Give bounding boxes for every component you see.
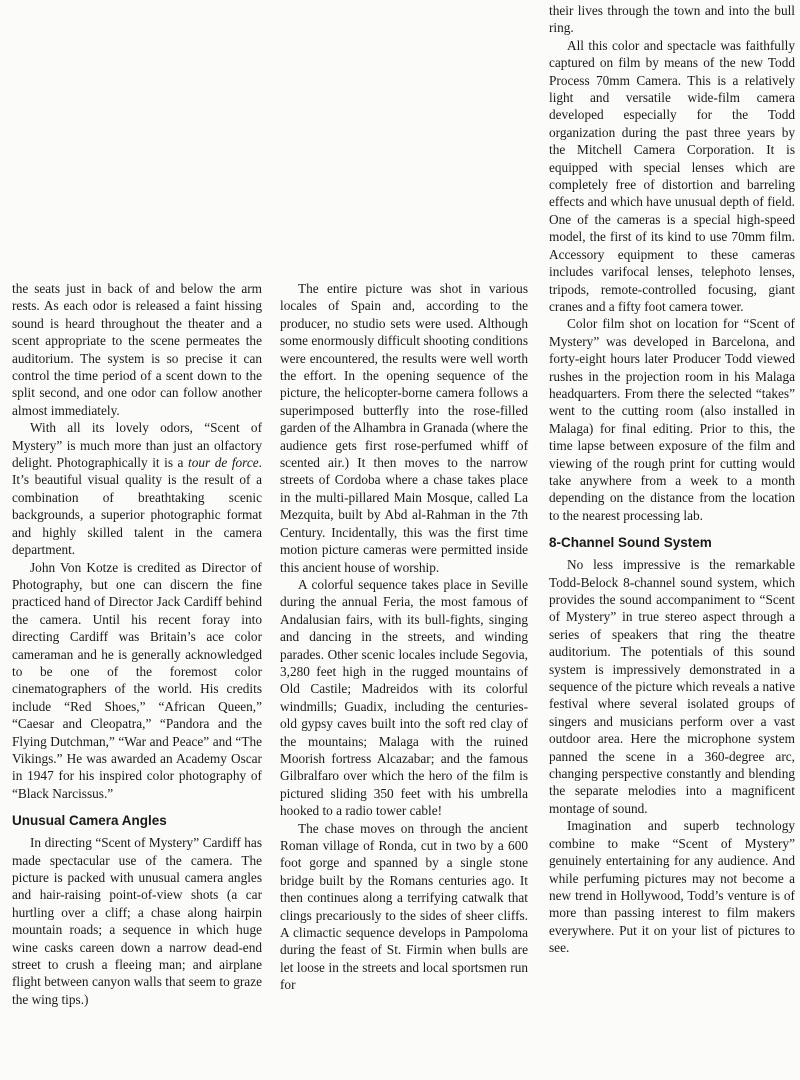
column-2 (280, 280, 528, 994)
paragraph: In directing “Scent of Mystery” Cardiff has made spectacular use of the camera. The picture is packed with unusual camera angles and hair-raising point-of-view shots (a car hurtling over a cliff; a chase along hairpin mountain roads; a sequence in which huge wine casks careen down a narrow dead-end street to crush a fleeing man; and airplane flight between canyon walls that seem to graze the wing tips.) (12, 835, 262, 1007)
paragraph (12, 419, 262, 558)
paragraph: John Von Kotze is credited as Director of Photography, but one can discern the fine practiced hand of Director Jack Cardiff behind the camera. Until his recent foray into directing Cardiff was Britain’s ace color cameraman and he is generally acknowledged to be one of the foremost color cinematographers of the world. His credits include “Red Shoes,” “African Queen,” “Caesar and Cleopatra,” “Pandora and the Flying Dutchman,” “War and Peace” and “The Vikings.” He was awarded an Academy Oscar in 1947 for his inspired color photography of “Black Narcissus.” (12, 559, 262, 801)
paragraph: their lives through the town and into the bull ring. (549, 3, 795, 36)
italic-phrase: tour de force (188, 455, 259, 471)
section-heading: Unusual Camera Angles (12, 813, 167, 829)
paragraph: The chase moves on through the ancient Roman village of Ronda, cut in two by a 600 foot gorge and spanned by a single stone bridge built by the Romans centuries ago. It then continues along a terrifying catwalk that clings precariously to the sides of sheer cliffs. A climactic sequence develops in Pampoloma during the feast of St. Firmin when bulls are let loose in the streets and local sportsmen run for (280, 820, 528, 993)
paragraph: A colorful sequence takes place in Seville during the annual Feria, the most famous of Andalusian fairs, with its bull-fights, singing and dancing in the streets, and winding parades. Other scenic locales include Segovia, 3,280 feet high in the rugged mountains of Old Castile; Madreidos with its colorful windmills; Guadix, including the centuries-old gypsy caves built into the soft red clay of the mountains; Malaga with the ruined Moorish fortress Alcazabar; and the famous Gilbralfaro over which the hero of the film is pictured sliding 350 feet with his umbrella hooked to a radio tower cable! (280, 576, 528, 819)
paragraph: No less impressive is the remarkable Todd-Belock 8-channel sound system, which provides the sound accompaniment to “Scent of Mystery” in true stereo aspect through a series of speakers that ring the theatre auditorium. The potentials of this sound system is impressively demonstrated in a sequence of the picture which reveals a native festival where several isolated groups of singers and musicians perform over a vast outdoor area. Here the microphone system panned the scene in a 360-degree arc, changing perspective constantly and blending the separate melodies into a magnificent montage of sound. (549, 557, 795, 816)
column-1 (12, 280, 262, 1008)
column-3 (549, 2, 795, 957)
paragraph: The entire picture was shot in various locales of Spain and, according to the producer, no studio sets were used. Although some enormously difficult shooting conditions were encountered, the results were well worth the effort. In the opening sequence of the picture, the helicopter-borne camera follows a superimposed butterfly into the rose-filled garden of the Alhambra in Granada (where the audience gets first rose-perfumed whiff of scented air.) It then moves to the narrow streets of Cordoba where a chase takes place in the multi-pillared Main Mosque, called La Mezquita, built by Abd al-Rahman in the 7th Century. Incidentally, this was the first time motion picture cameras were permitted inside this ancient house of worship. (280, 281, 528, 575)
paragraph: Imagination and superb technology combine to make “Scent of Mystery” genuinely entertaining for any audience. And while perfuming pictures may not become a new trend in Hollywood, Todd’s venture is of more than passing interest to film makers everywhere. Put it on your list of pictures to see. (549, 818, 795, 956)
paragraph: the seats just in back of and below the arm rests. As each odor is released a faint hissing sound is heard throughout the theater and a scent appropriate to the scene permeates the auditorium. The system is so precise it can control the time period of a scent down to the split second, and one odor can follow another almost immediately. (12, 281, 262, 418)
section-heading: 8-Channel Sound System (549, 535, 712, 551)
paragraph: All this color and spectacle was faithfully captured on film by means of the new Todd Process 70mm Camera. This is a relatively light and versatile wide-film camera developed especially for the Todd organization during the past three years by the Mitchell Camera Corporation. It is equipped with special lenses which are completely free of distortion and barreling effects and which have unusual depth of field. One of the cameras is a special high-speed model, the first of its kind to use 70mm film. Accessory equipment to these cameras includes varifocal lenses, telephoto lenses, tripods, remote-controlled focusing, giant cranes and a fifty foot camera tower. (549, 37, 795, 314)
paragraph: Color film shot on location for “Scent of Mystery” was developed in Barcelona, and forty-eight hours later Producer Todd viewed rushes in the projection room in his Malaga headquarters. From there the selected “takes” went to the cutting room (also installed in Malaga) for final editing. Prior to this, the time lapse between exposure of the film and viewing of the rough print for cutting would take anywhere from a week to a month depending on the distance from the location to the nearest processing lab. (549, 316, 795, 523)
text-run: With all its lovely odors, “Scent of Mystery” is much more than just an olfactory delight. Photographically it is a (12, 420, 262, 471)
text-run: . It’s beautiful visual quality is the result of a combination of breathtaking scenic backgrounds, a superior photographic format and highly skilled talent in the camera department. (12, 455, 262, 558)
